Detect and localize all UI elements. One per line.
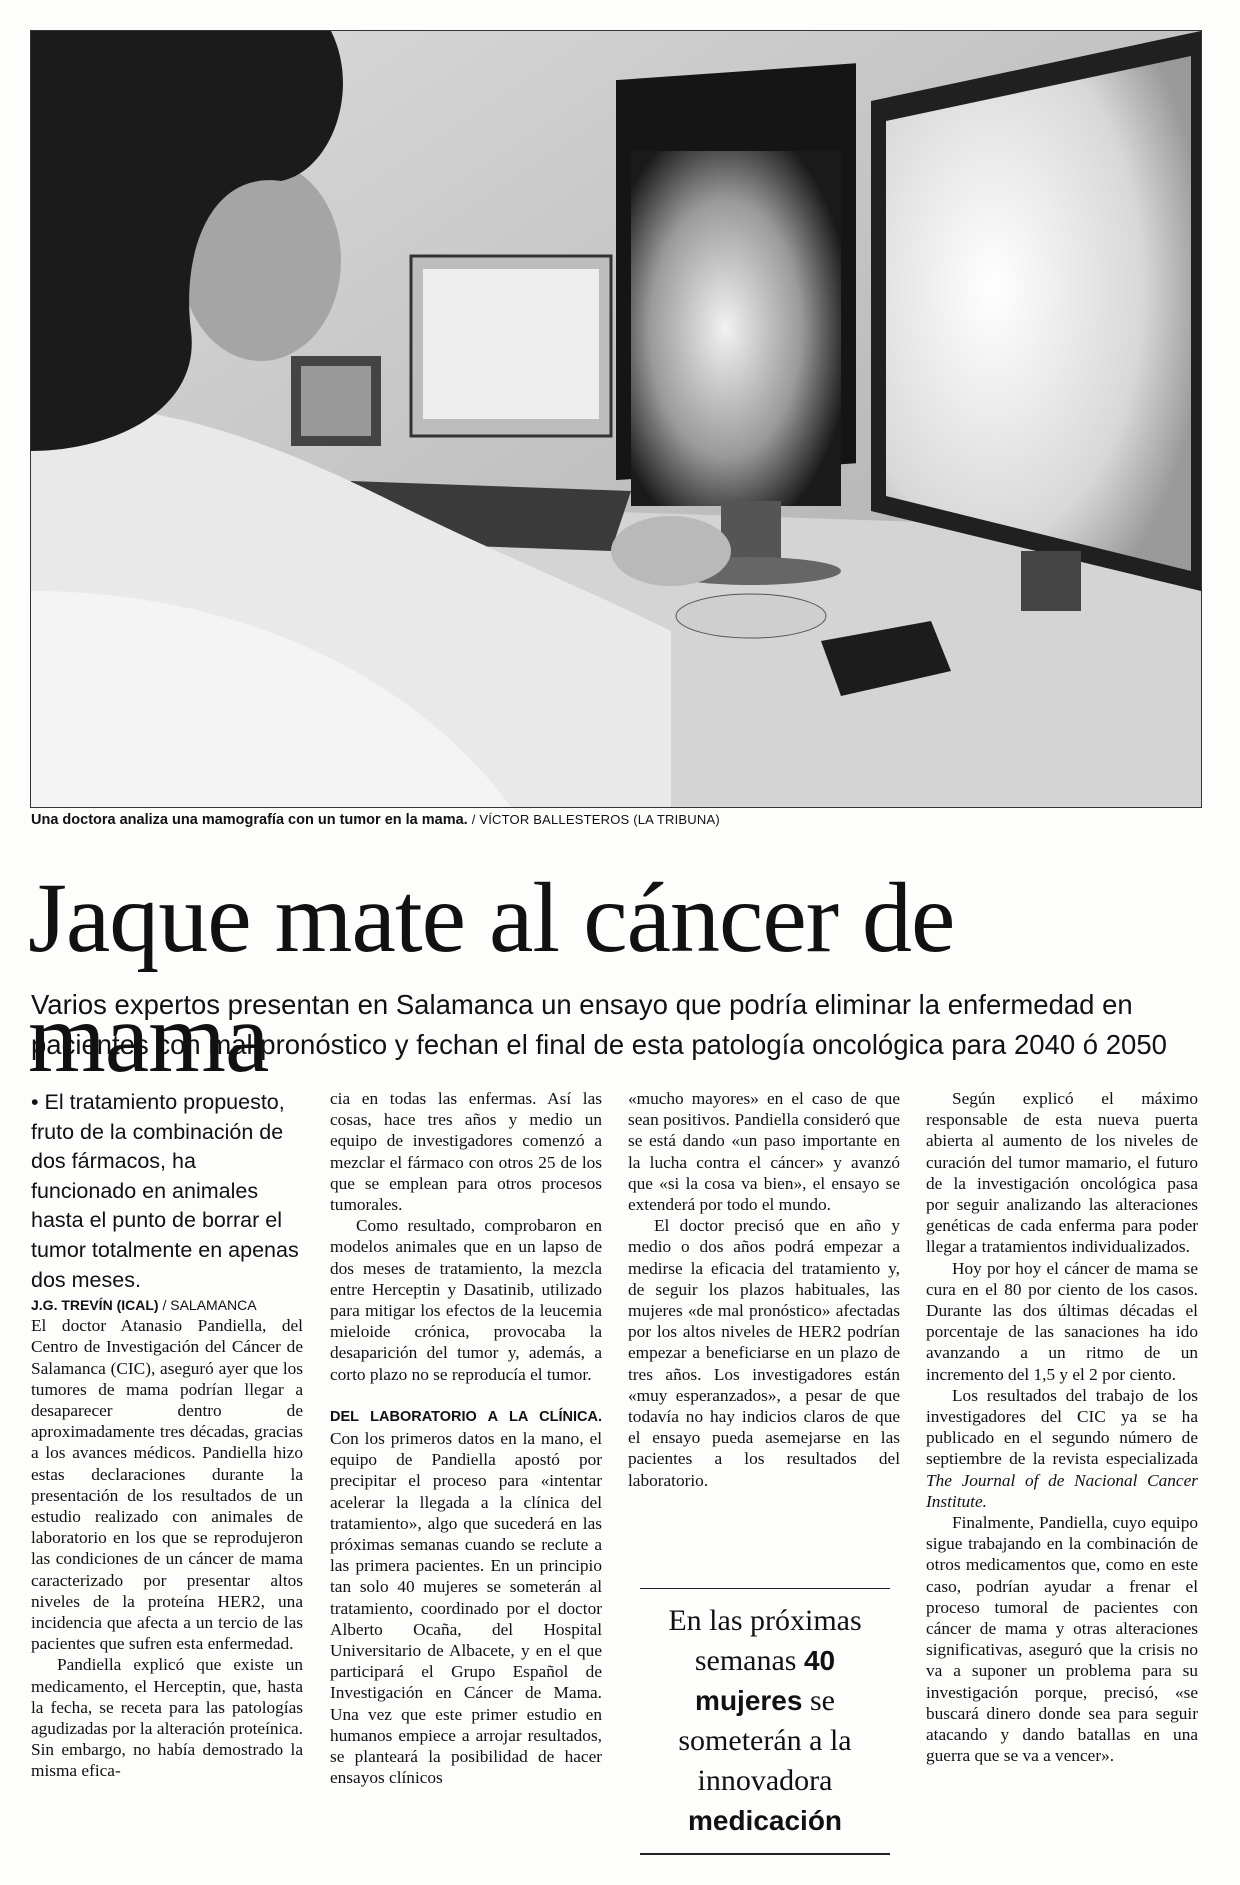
column-1 — [31, 1088, 303, 1782]
paragraph: «mucho mayores» en el caso de que sean positivos. Pandiella consideró que se está dando «un paso importante en la lucha contra el cáncer» y avanzó que «si la cosa va bien», el ensayo se extenderá por todo el mundo. — [628, 1089, 900, 1215]
column-4 — [926, 1088, 1198, 1767]
byline-author: J.G. TREVÍN (ICAL) — [31, 1297, 159, 1314]
paragraph: El doctor Atanasio Pandiella, del Centro de Investigación del Cáncer de Salamanca (CIC), aseguró ayer que los tumores de mama podrían llegar a desaparecer dentro de aproximadamente tres décadas, gracias a los avances médicos. Pandiella hizo estas declaraciones durante la presentación de los resultados de un estudio realizado con animales de laboratorio en los que se reprodujeron las condiciones de un cáncer de mama caracterizado por presentar altos niveles de la proteína HER2, una incidencia que afecta a un tercio de las pacientes que sufren esta enfermedad. — [31, 1316, 303, 1654]
pull-quote-part1: En las próximas semanas — [668, 1604, 862, 1677]
paragraph-text: Los resultados del trabajo de los investigadores del CIC ya se ha publicado en el segundo número de septiembre de la revista especializada — [926, 1385, 1198, 1469]
photo-caption — [31, 812, 1201, 828]
pull-quote-bold1: 40 mujeres — [695, 1645, 836, 1716]
pull-quote — [640, 1588, 890, 1855]
byline-place: / SALAMANCA — [162, 1297, 257, 1314]
paragraph: Finalmente, Pandiella, cuyo equipo sigue trabajando en la combinación de otros medicamentos que, como en este caso, podrían ayudar a frenar el proceso tumoral de pacientes con cáncer de mama y otras alteraciones significativas, aseguró que la crisis no va a suponer un problema para su investigación porque, precisó, «se buscará dinero donde sea para seguir atacando y dando batallas en una guerra que se va a vencer». — [926, 1513, 1198, 1766]
paragraph: Hoy por hoy el cáncer de mama se cura en el 80 por ciento de los casos. Durante las dos últimas décadas el porcentaje de las sanaciones ha ido avanzando a un ritmo de un incremento del 1,5 y el 2 por ciento. — [926, 1258, 1198, 1384]
lead-text: El tratamiento propuesto, fruto de la combinación de dos fármacos, ha funcionado en animales hasta el punto de borrar el tumor totalmente en apenas dos meses. — [31, 1090, 299, 1292]
paragraph: El doctor precisó que en año y medio o dos años podrá empezar a medirse la eficacia del tratamiento y, de seguir los plazos habituales, las mujeres «de mal pronóstico» afectadas por los altos niveles de HER2 podrían empezar a beneficiarse en un plazo de tres años. Los investigadores están «muy esperanzados», a pesar de que todavía no hay indicios claros de que el ensayo pueda asemejarse en las pacientes a los resultados del laboratorio. — [628, 1216, 900, 1490]
paragraph: Según explicó el máximo responsable de esta nueva puerta abierta al aumento de los niveles de curación del tumor mamario, el futuro de la investigación oncológica pasa por seguir analizando las alteraciones genéticas de cada enferma para poder llegar a tratamientos individualizados. — [926, 1089, 1198, 1257]
section-subtitle: DEL LABORATORIO A LA CLÍNICA. — [330, 1408, 602, 1425]
paragraph: Como resultado, comprobaron en modelos animales que en un lapso de dos meses de tratamiento, la mezcla entre Herceptin y Dasatinib, utilizado para mitigar los efectos de la leucemia mieloide crónica, provocaba la desaparición del tumor y, además, a corto plazo no se reproducía el tumor. — [330, 1216, 602, 1384]
pull-quote-part2: se someterán a la innovadora — [678, 1684, 852, 1797]
byline — [31, 1295, 303, 1315]
column-3 — [628, 1088, 900, 1491]
paragraph-text: Con los primeros datos en la mano, el equipo de Pandiella apostó por precipitar el proceso para «intentar acelerar la llegada a la clínica del tratamiento», algo que sucederá en las próximas semanas cuando se reclute a las primera pacientes. En un principio tan solo 40 mujeres se someterán al tratamiento, coordinado por el doctor Alberto Ocaña, del Hospital Universitario de Albacete, y en el que participará el Grupo Español de Investigación en Cáncer de Mama. Una vez que este primer estudio en humanos empiece a arrojar resultados, se planteará la posibilidad de hacer ensayos clínicos — [330, 1429, 602, 1788]
photo-credit: / VÍCTOR BALLESTEROS (LA TRIBUNA) — [471, 812, 720, 827]
article-photo — [30, 30, 1202, 808]
pull-quote-bold2: medicación — [687, 1805, 843, 1836]
subhead: Varios expertos presentan en Salamanca un ensayo que podría eliminar la enfermedad en pacientes con mal pronóstico y fechan el final de esta patología oncológica para 2040 ó 2050 — [31, 989, 1167, 1060]
paragraph: Pandiella explicó que existe un medicamento, el Herceptin, que, hasta la fecha, se receta para las patologías agudizadas por la alteración proteínica. Sin embargo, no había demostrado la misma efica- — [31, 1655, 303, 1781]
paragraph-with-journal — [926, 1385, 1198, 1512]
caption-text: Una doctora analiza una mamografía con un tumor en la mama. — [31, 812, 468, 828]
section-paragraph — [330, 1405, 602, 1789]
paragraph: cia en todas las enfermas. Así las cosas, hace tres años y medio un equipo de investigadores comenzó a mezclar el fármaco con otros 25 de los que se emplean para otros procesos tumorales. — [330, 1089, 602, 1215]
headline: Jaque mate al cáncer de mama — [28, 862, 955, 1093]
journal-name: The Journal of de Nacional Cancer Institute. — [926, 1470, 1198, 1511]
bullet-icon: • — [31, 1090, 39, 1114]
photo-illustration — [31, 31, 1201, 807]
column-2 — [330, 1088, 602, 1789]
lead-summary — [31, 1088, 303, 1295]
